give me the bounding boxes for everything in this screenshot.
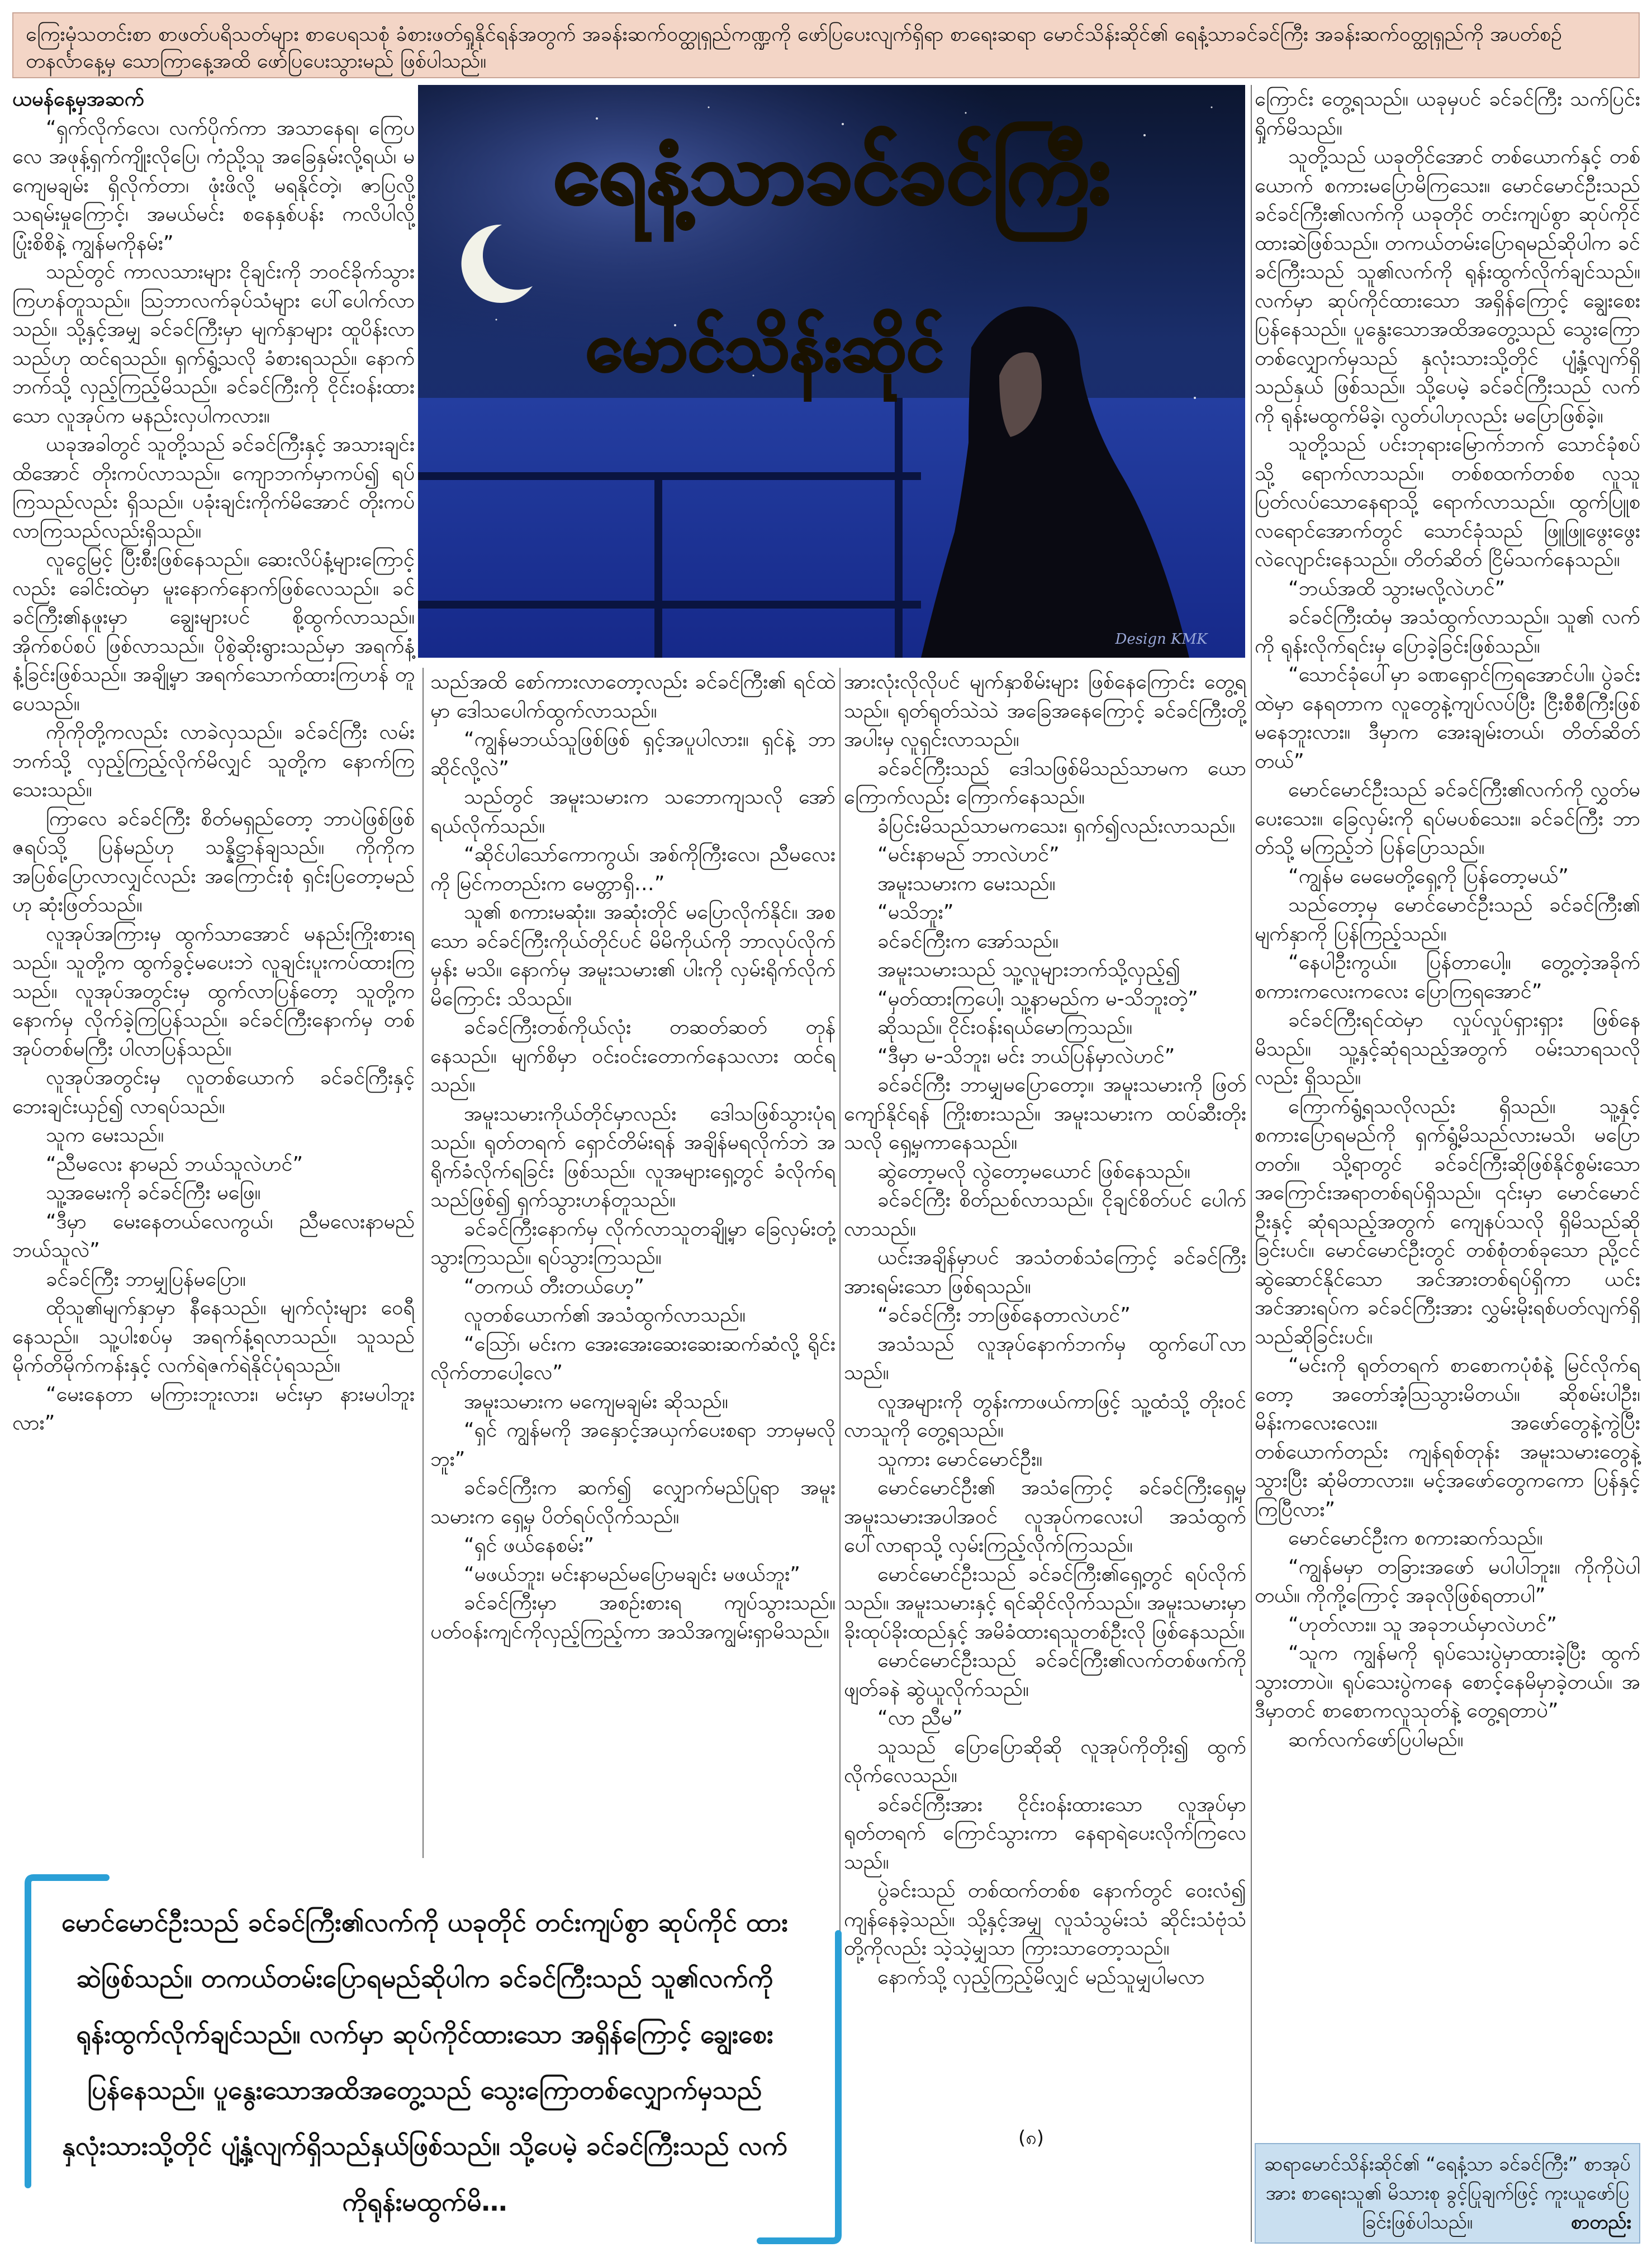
paragraph: ပွဲခင်းသည် တစ်ထက်တစ်စ နောက်တွင် ဝေးလံ၍ ကျန်နေခဲ့သည်။ သို့နှင့်အမျှ လူသံသွမ်းသံ ဆိုင်းသံဗုံသံတို့ကိုလည်း သဲ့သဲ့မျှသာ ကြားသာတော့သည်။ bbox=[844, 1879, 1246, 1960]
paragraph: ခင်ခင်ကြီး ဘာမျှပြန်မပြော။ bbox=[46, 1267, 246, 1291]
paragraph: ကိုကိုတို့ကလည်း လာခဲလှသည်။ ခင်ခင်ကြီး လမ်းဘက်သို့ လှည့်ကြည့်လိုက်မိလျှင် သူတို့က နောက်ကြသေးသည်။ bbox=[12, 721, 415, 801]
hero-image bbox=[418, 85, 1245, 658]
page-number: (၈) bbox=[1018, 2127, 1044, 2149]
paragraph: ဆွဲတော့မလို လွဲတော့မယောင် ဖြစ်နေသည်။ bbox=[877, 1160, 1190, 1183]
editor-sign: စာတည်း bbox=[1571, 2211, 1631, 2234]
paragraph: ခင်ခင်ကြီးက ဆက်၍ လျှောက်မည်ပြုရာ အမူးသမားက ရှေ့မှ ပိတ်ရပ်လိုက်သည်။ bbox=[430, 1476, 836, 1528]
paragraph: ခင်ခင်ကြီး ဘာမျှမပြောတော့။ အမူးသမားကို ဖြတ်ကျော်နိုင်ရန် ကြိုးစားသည်။ အမူးသမားက ထပ်ဆီးတိုးသလို ရှေ့မှကာနေသည်။ bbox=[844, 1073, 1246, 1154]
paragraph: သူသည် ပြောပြောဆိုဆို လူအုပ်ကိုတိုး၍ ထွက်လိုက်လေသည်။ bbox=[844, 1735, 1246, 1787]
paragraph: ကြာလေ ခင်ခင်ကြီး စိတ်မရှည်တော့ ဘာပဲဖြစ်ဖြစ် ဇရပ်သို့ ပြန်မည်ဟု သန္နိဋ္ဌာန်ချသည်။ ကိုကိုက အပြစ်ပြောလာလျှင်လည်း အကြောင်းစုံ ရှင်းပြတော့မည်ဟု ဆုံးဖြတ်သည်။ bbox=[12, 807, 415, 916]
paragraph: ခင်ခင်ကြီးရင်ထဲမှာ လှုပ်လှုပ်ရှားရှား ဖြစ်နေမိသည်။ သူ့နှင့်ဆုံရသည့်အတွက် ဝမ်းသာရသလိုလည်း ရှိသည်။ bbox=[1255, 1009, 1640, 1089]
paragraph: သူ၏ စကားမဆုံး။ အဆုံးတိုင် မပြောလိုက်နိုင်။ အစသော ခင်ခင်ကြီးကိုယ်တိုင်ပင် မိမိကိုယ်ကို ဘာလုပ်လိုက်မှန်း မသိ။ နောက်မှ အမူးသမား၏ ပါးကို လှမ်းရိုက်လိုက်မိကြောင်း သိသည်။ bbox=[430, 901, 836, 1010]
intro-banner: ကြေးမုံသတင်းစာ စာဖတ်ပရိသတ်များ စာပေရသစုံ ခံစားဖတ်ရှုနိုင်ရန်အတွက် အခန်းဆက်ဝတ္ထုရှည်ကဏ္ဍကို ဖော်ပြပေးလျက်ရှိရာ စာရေးဆရာ မောင်သိန်းဆိုင်၏ ရေနံ့သာခင်ခင်ကြီး အခန်းဆက်ဝတ္ထုရှည်ကို အပတ်စဉ် တနင်္လာနေ့မှ သောကြာနေ့အထိ ဖော်ပြပေးသွားမည် ဖြစ်ပါသည်။ bbox=[12, 12, 1640, 78]
paragraph: “ကျွန်မမှာ တခြားအဖော် မပါပါဘူး။ ကိုကိုပဲပါတယ်။ ကိုကို့ကြောင့် အခုလိုဖြစ်ရတာပါ” bbox=[1255, 1555, 1640, 1607]
paragraph: အသံသည် လူအုပ်နောက်ဘက်မှ ထွက်ပေါ်လာသည်။ bbox=[844, 1332, 1246, 1384]
paragraph: သူကား မောင်မောင်ဦး။ bbox=[877, 1447, 1043, 1471]
paragraph: “မသိဘူး” bbox=[877, 901, 954, 924]
paragraph: “ညီမလေး နာမည် ဘယ်သူလဲဟင်” bbox=[46, 1152, 303, 1176]
paragraph: “တကယ် တီးတယ်ဟေ့” bbox=[464, 1275, 644, 1298]
paragraph: ခင်ခင်ကြီးက အော်သည်။ bbox=[877, 929, 1059, 953]
paragraph: ခင်ခင်ကြီးသည် ဒေါသဖြစ်မိသည်သာမက ယောကြောက်လည်း ကြောက်နေသည်။ bbox=[844, 757, 1246, 809]
article-column-2 bbox=[430, 668, 836, 1858]
credit-text: ဆရာမောင်သိန်းဆိုင်၏ “ရေနံ့သာ ခင်ခင်ကြီး” စာအုပ်အား စာရေးသူ၏ မိသားစု ခွင့်ပြုချက်ဖြင့် ကူးယူဖော်ပြခြင်းဖြစ်ပါသည်။ bbox=[1264, 2153, 1631, 2234]
paragraph: “ရှက်လိုက်လေ၊ လက်ပိုက်ကာ အသာနေရ၊ ကြေပလေ အဖုန့်ရှက်ကျိုးလိုပြေ၊ ကံညို့သူ အခြေနှမ်းလို့ရယ်၊ မကျေမချမ်း ရှိလိုက်တာ၊ ဖုံးဖိလို့ မရနိုင်တဲ့၊ ဇာပြလို့ သရမ်းမှုကြောင့်၊ အမယ်မင်း စနေနှစ်ပန်း ကလိပါလို့ ပြုံးစိစိနဲ့ ကျွန်မကိုနမ်း” bbox=[12, 116, 415, 255]
paragraph: “မဖယ်ဘူး၊ မင်းနာမည်မပြောမချင်း မဖယ်ဘူး” bbox=[464, 1562, 800, 1586]
article-column-4 bbox=[1255, 85, 1640, 2136]
paragraph: သူ့အမေးကို ခင်ခင်ကြီး မဖြေ။ bbox=[46, 1181, 261, 1204]
article-column-3 bbox=[844, 668, 1246, 2132]
hero-title: ရေနံ့သာခင်ခင်ကြီး bbox=[553, 125, 1110, 222]
paragraph: ယင်းအချိန်မှာပင် အသံတစ်သံကြောင့် ခင်ခင်ကြီး အားရမ်းသော ဖြစ်ရသည်။ bbox=[844, 1246, 1246, 1298]
paragraph: အမူးသမားက မကျေမချမ်း ဆိုသည်။ bbox=[464, 1390, 728, 1413]
paragraph: “ဩော်၊ မင်းက အေးအေးဆေးဆေးဆက်ဆံလို့ ရိုင်းလိုက်တာပေါ့လေ” bbox=[430, 1332, 836, 1384]
continued-note: ယမန်နေ့မှအဆက် bbox=[12, 88, 144, 111]
paragraph: ခံပြင်းမိသည်သာမကသေး၊ ရှက်၍လည်းလာသည်။ bbox=[877, 814, 1236, 838]
paragraph: သူတို့သည် ပင်းဘုရားမြောက်ဘက် သောင်ခုံစပ်သို့ ရောက်လာသည်။ တစ်စထက်တစ်စ လူသူပြတ်လပ်သောနေရာသို့ ရောက်လာသည်။ ထွက်ပြူစလရောင်အောက်တွင် သောင်ခုံသည် ဖြူဖြူဖွေးဖွေး လဲလျောင်းနေသည်။ တိတ်ဆိတ် ငြိမ်သက်နေသည်။ bbox=[1255, 433, 1640, 571]
paragraph: “မှတ်ထားကြပေါ့၊ သူ့နာမည်က မ-သိဘူးတဲ့” bbox=[877, 987, 1198, 1010]
paragraph: “သောင်ခုံပေါ်မှာ ခဏရှောင်ကြရအောင်ပါ။ ပွဲခင်းထဲမှာ နေရတာက လူတွေနဲ့ကျပ်လပ်ပြီး ငြီးစီစီကြီးဖြစ်မနေဘူးလား။ ဒီမှာက အေးချမ်းတယ်၊ တိတ်ဆိတ်တယ်” bbox=[1255, 663, 1640, 773]
paragraph: ယခုအခါတွင် သူတို့သည် ခင်ခင်ကြီးနှင့် အသားချင်းထိအောင် တိုးကပ်လာသည်။ ကျောဘက်မှာကပ်၍ ရပ်ကြသည်လည်း ရှိသည်။ ပခုံးချင်းကိုက်မိအောင် တိုးကပ်လာကြသည်လည်းရှိသည်။ bbox=[12, 433, 415, 543]
paragraph: သူတို့သည် ယခုတိုင်အောင် တစ်ယောက်နှင့် တစ်ယောက် စကားမပြောမိကြသေး။ မောင်မောင်ဦးသည် ခင်ခင်ကြီး၏လက်ကို ယခုတိုင် တင်းကျပ်စွာ ဆုပ်ကိုင်ထားဆဲဖြစ်သည်။ တကယ်တမ်းပြောရမည်ဆိုပါက ခင်ခင်ကြီးသည် သူ၏လက်ကို ရုန်းထွက်လိုက်ချင်သည်။ လက်မှာ ဆုပ်ကိုင်ထားသော အရှိန်ကြောင့် ချွေးစေးပြန်နေသည်။ ပူနွေးသောအထိအတွေ့သည် သွေးကြောတစ်လျှောက်မှသည် နှလုံးသားသို့တိုင် ပျံ့နှံ့လျက်ရှိသည်နှယ် ဖြစ်သည်။ သို့ပေမဲ့ ခင်ခင်ကြီးသည် လက်ကို ရုန်းမထွက်မိခဲ့၊ လွတ်ပါဟုလည်း မပြောဖြစ်ခဲ့။ bbox=[1255, 145, 1640, 427]
paragraph: လူတစ်ယောက်၏ အသံထွက်လာသည်။ bbox=[464, 1304, 746, 1327]
paragraph: လူငွေမြင့် ပြီးစီးဖြစ်နေသည်။ ဆေးလိပ်နံ့များကြောင့်လည်း ခေါင်းထဲမှာ မူးနောက်နောက်ဖြစ်လေသည်။ ခင်ခင်ကြီး၏နဖူးမှာ ချွေးများပင် စို့ထွက်လာသည်။ အိုက်စပ်စပ် ဖြစ်လာသည်။ ပိုစွဲဆိုးရွားသည်မှာ အရက်နံ့နံ့ခြင်းဖြစ်သည်။ အချို့မှာ အရက်သောက်ထားကြဟန် တူပေသည်။ bbox=[12, 548, 415, 715]
hero-author: မောင်သိန်းဆိုင် bbox=[585, 308, 944, 386]
pull-quote-text: မောင်မောင်ဦးသည် ခင်ခင်ကြီး၏လက်ကို ယခုတိုင် တင်းကျပ်စွာ ဆုပ်ကိုင် ထားဆဲဖြစ်သည်။ တကယ်တမ်းပြောရမည်ဆိုပါက ခင်ခင်ကြီးသည် သူ၏လက်ကို ရုန်းထွက်လိုက်ချင်သည်။ လက်မှာ ဆုပ်ကိုင်ထားသော အရှိန်ကြောင့် ချွေးစေးပြန်နေသည်။ ပူနွေးသောအထိအတွေ့သည် သွေးကြောတစ်လျှောက်မှသည် နှလုံးသားသို့တိုင် ပျံ့နှံ့လျက်ရှိသည်နှယ်ဖြစ်သည်။ သို့ပေမဲ့ ခင်ခင်ကြီးသည် လက်ကိုရုန်းမထွက်မိ… bbox=[61, 1907, 788, 2217]
paragraph: “မင်းကို ရုတ်တရက် စာစောကပုံစံနဲ့ မြင်လိုက်ရတော့ အတော်အံ့ဩသွားမိတယ်။ ဆိုစမ်းပါဦး၊ မိန်းကလေးလေး။ အဖော်တွေနဲ့ကွဲပြီး တစ်ယောက်တည်း ကျန်ရစ်တုန်း အမူးသမားတွေနဲ့သွားပြီး ဆုံမိတာလား။ မင့်အဖော်တွေကကော ပြန်နှင့်ကြပြီလား” bbox=[1255, 1354, 1640, 1521]
paragraph: “မင်းနာမည် ဘာလဲဟင်” bbox=[877, 843, 1060, 866]
paragraph: ဆက်လက်ဖော်ပြပါမည်။ bbox=[1288, 1728, 1464, 1751]
paragraph: “သူက ကျွန်မကို ရုပ်သေးပွဲမှာထားခဲ့ပြီး ထွက်သွားတာပဲ။ ရုပ်သေးပွဲကနေ စောင့်နေမိမှာခဲ့တယ်။ အဒီမှာတင် စာစောကလူသုတ်နဲ့ တွေ့ရတာပဲ” bbox=[1255, 1642, 1640, 1722]
paragraph: “ဒီမှာ မ-သိဘူး၊ မင်း ဘယ်ပြန်မှာလဲဟင်” bbox=[877, 1044, 1175, 1068]
paragraph: “ကျွန်မဘယ်သူဖြစ်ဖြစ် ရှင့်အပူပါလား။ ရှင်နဲ့ ဘာဆိုင်လို့လဲ” bbox=[430, 728, 836, 780]
paragraph: ခင်ခင်ကြီးနောက်မှ လိုက်လာသူတချို့မှာ ခြေလှမ်းတုံ့သွားကြသည်။ ရပ်သွားကြသည်။ bbox=[430, 1217, 836, 1269]
column-divider bbox=[423, 668, 424, 1858]
credit-footer bbox=[1255, 2143, 1640, 2244]
paragraph: “ဟုတ်လား။ သူ အခုဘယ်မှာလဲဟင်” bbox=[1288, 1613, 1558, 1636]
article-column-1 bbox=[12, 85, 415, 1434]
paragraph: “ဘယ်အထိ သွားမလို့လဲဟင်” bbox=[1288, 577, 1506, 600]
hero-illustration bbox=[418, 85, 1245, 658]
paragraph: သည်တွင် ကာလသားများ ငိုချင်းကို ဘဝင်ခိုက်သွားကြဟန်တူသည်။ သြဘာလက်ခုပ်သံများ ပေါ်ပေါက်လာသည်။ သို့နှင့်အမျှ ခင်ခင်ကြီးမှာ မျက်နှာများ ထူပိန်းလာသည်ဟု ထင်ရသည်။ ရှက်ရွံ့သလို ခံစားရသည်။ နောက်ဘက်သို့ လှည့်ကြည့်မိသည်။ ခင်ခင်ကြီးကို ငိုင်းဝန်းထားသော လူအုပ်က မနည်းလှပါကလား။ bbox=[12, 260, 415, 427]
paragraph: မောင်မောင်ဦးသည် ခင်ခင်ကြီး၏လက်တစ်ဖက်ကို ဖျတ်ခနဲ ဆွဲယူလိုက်သည်။ bbox=[844, 1649, 1246, 1701]
paragraph: မောင်မောင်ဦးသည် ခင်ခင်ကြီး၏ရှေ့တွင် ရပ်လိုက်သည်။ အမူးသမားနှင့် ရင်ဆိုင်လိုက်သည်။ အမူးသမားမှာ ခိုးထုပ်ခိုးထည်နှင့် အမိခံထားရသူတစ်ဦးလို ဖြစ်နေသည်။ bbox=[844, 1562, 1246, 1643]
paragraph: “ရှင် ဖယ်နေစမ်း” bbox=[464, 1534, 595, 1557]
paragraph: သည်တော့မှ မောင်မောင်ဦးသည် ခင်ခင်ကြီး၏ မျက်နှာကို ပြန်ကြည့်သည်။ bbox=[1255, 894, 1640, 946]
paragraph: လူအများကို တွန်းကာဖယ်ကာဖြင့် သူ့ထံသို့ တိုးဝင်လာသူကို တွေ့ရသည်။ bbox=[844, 1390, 1246, 1442]
paragraph: “ရှင် ကျွန်မကို အနှောင့်အယှက်ပေးစရာ ဘာမှမလိုဘူး” bbox=[430, 1419, 836, 1471]
paragraph: “နေပါဦးကွယ်။ ပြန်တာပေါ့။ တွေ့တဲ့အခိုက် စကားကလေးကလေး ပြောကြရအောင်” bbox=[1255, 951, 1640, 1003]
paragraph: “ကျွန်မ မေမေတို့ရှေ့ကို ပြန်တော့မယ်” bbox=[1288, 864, 1569, 888]
paragraph: ခင်ခင်ကြီးအား ငိုင်းဝန်းထားသော လူအုပ်မှာ ရုတ်တရက် ကြောင်သွားကာ နေရာရဲပေးလိုက်ကြလေသည်။ bbox=[844, 1793, 1246, 1874]
paragraph: မောင်မောင်ဦးက စကားဆက်သည်။ bbox=[1288, 1527, 1543, 1550]
paragraph: နောက်သို့ လှည့်ကြည့်မိလျှင် မည်သူမျှပါမလာ bbox=[877, 1965, 1205, 1989]
paragraph: “လာ ညီမ” bbox=[877, 1707, 963, 1730]
pull-quote-box bbox=[22, 1872, 844, 2246]
design-credit: Design KMK bbox=[1115, 631, 1208, 648]
paragraph: ခင်ခင်ကြီး စိတ်ညစ်လာသည်။ ငိုချင်စိတ်ပင် ပေါက်လာသည်။ bbox=[844, 1189, 1246, 1241]
paragraph: သူက မေးသည်။ bbox=[46, 1124, 164, 1147]
paragraph: ကြောက်ရွံ့ရသလိုလည်း ရှိသည်။ သူ့နှင့် စကားပြောရမည်ကို ရှက်ရွံ့မိသည်လားမသိ၊ မပြောတတ်။ သို့ရာတွင် ခင်ခင်ကြီးဆိုဖြစ်နိုင်စွမ်းသော အကြောင်းအရာတစ်ရပ်ရှိသည်။ ၎င်းမှာ မောင်မောင်ဦးနှင့် ဆုံရသည့်အတွက် ကျေနပ်သလို ရှိမိသည်ဆိုခြင်းပင်။ မောင်မောင်ဦးတွင် တစ်စုံတစ်ခုသော ညို့ငင်ဆွဲဆောင်နိုင်သော အင်အားတစ်ရပ်ရှိကာ ယင်းအင်အားရပ်က ခင်ခင်ကြီးအား လွှမ်းမိုးရစ်ပတ်လျက်ရှိသည်ဆိုခြင်းပင်။ bbox=[1255, 1095, 1640, 1348]
paragraph: ခင်ခင်ကြီးမှာ အစဉ်းစားရ ကျပ်သွားသည်။ ပတ်ဝန်းကျင်ကိုလှည့်ကြည့်ကာ အသိအကျွမ်းရှာမိသည်။ bbox=[430, 1591, 836, 1643]
paragraph: လူအုပ်အကြားမှ ထွက်သာအောင် မနည်းကြိုးစားရသည်။ သူတို့က ထွက်ခွင့်မပေးဘဲ လူချင်းပူးကပ်ထားကြသည်။ လူအုပ်အတွင်းမှ ထွက်လာပြန်တော့ သူတို့က နောက်မှ လိုက်ခဲ့ကြပြန်သည်။ ခင်ခင်ကြီးနောက်မှ တစ်အုပ်တစ်မကြီး ပါလာပြန်သည်။ bbox=[12, 922, 415, 1061]
paragraph: ကြောင်း တွေ့ရသည်။ ယခုမှပင် ခင်ခင်ကြီး သက်ပြင်းရှိုက်မိသည်။ bbox=[1255, 88, 1640, 140]
paragraph: ထိုသူ၏မျက်နှာမှာ နီနေသည်။ မျက်လုံးများ ဝေရီနေသည်။ သူ့ပါးစပ်မှ အရက်နံ့ရလာသည်။ သူသည် မိုက်တိမိုက်ကန်းနှင့် လက်ရဲဇက်ရဲနိုင်ပုံရသည်။ bbox=[12, 1296, 415, 1377]
paragraph: သည်တွင် အမူးသမားက သဘောကျသလို အော်ရယ်လိုက်သည်။ bbox=[430, 786, 836, 838]
paragraph: လူအုပ်အတွင်းမှ လူတစ်ယောက် ခင်ခင်ကြီးနှင့် ဘေးချင်းယှဉ်၍ လာရပ်သည်။ bbox=[12, 1066, 415, 1118]
column-divider bbox=[1251, 85, 1252, 2242]
paragraph: အမူးသမားက မေးသည်။ bbox=[877, 872, 1056, 895]
paragraph: အားလုံးလိုလိုပင် မျက်နှာစိမ်းများ ဖြစ်နေကြောင်း တွေ့ရသည်။ ရုတ်ရုတ်သဲသဲ အခြေအနေကြောင့် ခင်ခင်ကြီးတို့အပါးမှ လူရှင်းလာသည်။ bbox=[844, 671, 1246, 751]
paragraph: အမူးသမားကိုယ်တိုင်မှာလည်း ဒေါသဖြစ်သွားပုံရသည်။ ရုတ်တရက် ရှောင်တိမ်းရန် အချိန်မရလိုက်ဘဲ အရိုက်ခံလိုက်ရခြင်း ဖြစ်သည်။ လူအများရှေ့တွင် ခံလိုက်ရသည်ဖြစ်၍ ရှက်သွားဟန်တူသည်။ bbox=[430, 1102, 836, 1211]
paragraph: အမူးသမားသည် သူ့လူများဘက်သို့လှည့်၍ bbox=[877, 958, 1181, 981]
paragraph: မောင်မောင်ဦး၏ အသံကြောင့် ခင်ခင်ကြီးရှေ့မှ အမူးသမားအပါအဝင် လူအုပ်ကလေးပါ အသံထွက်ပေါ်လာရာသို့ လှမ်းကြည့်လိုက်ကြသည်။ bbox=[844, 1476, 1246, 1557]
paragraph: ခင်ခင်ကြီးထံမှ အသံထွက်လာသည်။ သူ၏ လက်ကို ရုန်းလိုက်ရင်းမှ ပြောခဲ့ခြင်းဖြစ်သည်။ bbox=[1255, 606, 1640, 658]
paragraph: “ဆိုင်ပါသော်ကောကွယ်၊ အစ်ကိုကြီးလေ၊ ညီမလေးကို မြင်ကတည်းက မေတ္တာရှိ…” bbox=[430, 843, 836, 895]
paragraph: မောင်မောင်ဦးသည် ခင်ခင်ကြီး၏လက်ကို လွှတ်မပေးသေး။ ခြေလှမ်းကို ရပ်မပစ်သေး။ ခင်ခင်ကြီး ဘာတ်သို့ မကြည့်ဘဲ ပြန်ပြောသည်။ bbox=[1255, 778, 1640, 859]
paragraph: ဆိုသည်။ ငိုင်းဝန်းရယ်မောကြသည်။ bbox=[877, 1016, 1133, 1039]
paragraph: “ဒီမှာ မေးနေတယ်လေကွယ်၊ ညီမလေးနာမည် ဘယ်သူလဲ” bbox=[12, 1210, 415, 1262]
paragraph: “ခင်ခင်ကြီး ဘာဖြစ်နေတာလဲဟင်” bbox=[877, 1304, 1131, 1327]
paragraph: ခင်ခင်ကြီးတစ်ကိုယ်လုံး တဆတ်ဆတ် တုန်နေသည်။ မျက်စိမှာ ဝင်းဝင်းတောက်နေသလား ထင်ရသည်။ bbox=[430, 1016, 836, 1096]
paragraph: “မေးနေတာ မကြားဘူးလား၊ မင်းမှာ နားမပါဘူးလား” bbox=[12, 1382, 415, 1434]
paragraph: သည်အထိ စော်ကားလာတော့လည်း ခင်ခင်ကြီး၏ ရင်ထဲမှာ ဒေါသပေါက်ထွက်လာသည်။ bbox=[430, 671, 836, 723]
